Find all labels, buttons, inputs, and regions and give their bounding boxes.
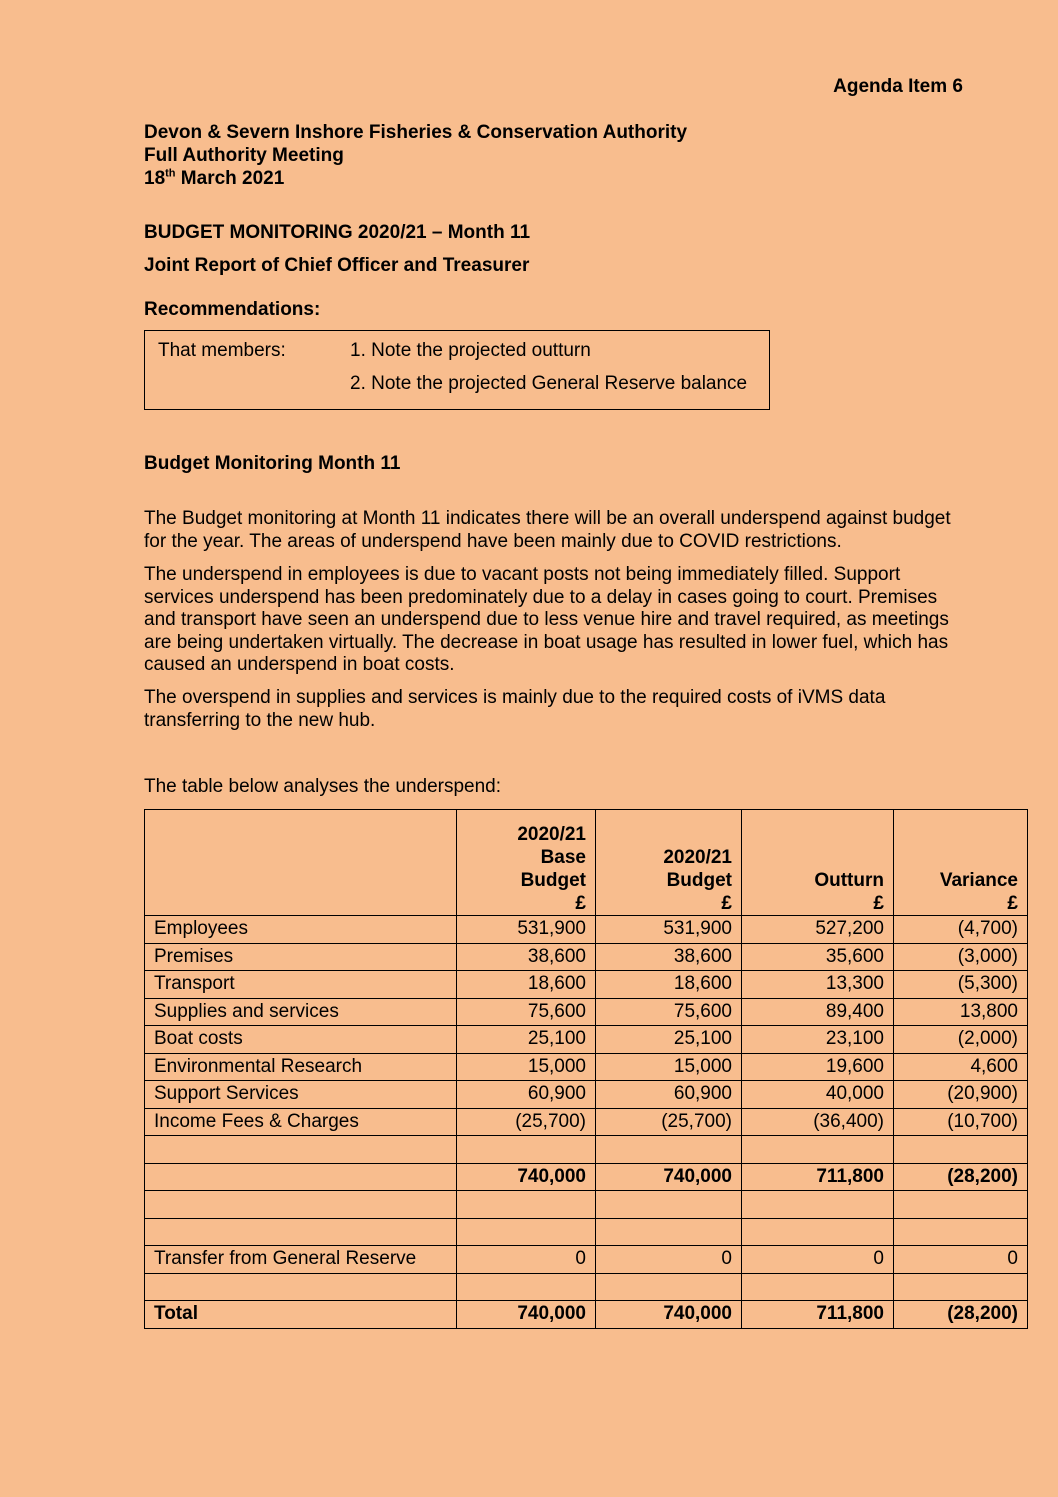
header-line: 2020/21 (663, 847, 732, 868)
table-row-blank (145, 1273, 1028, 1301)
table-cell-label: Supplies and services (145, 998, 457, 1026)
meeting-name: Full Authority Meeting (144, 145, 344, 166)
table-row (145, 1053, 1028, 1081)
header-line: £ (1007, 893, 1018, 914)
table-cell: 527,200 (742, 916, 894, 944)
table-row (145, 1081, 1028, 1109)
table-row-transfer (145, 1246, 1028, 1274)
table-row-blank (145, 1218, 1028, 1246)
table-row (145, 998, 1028, 1026)
header-line: 2020/21 (517, 824, 586, 845)
table-row (145, 916, 1028, 944)
report-title: BUDGET MONITORING 2020/21 – Month 11 (144, 222, 531, 243)
table-cell: 13,800 (894, 998, 1028, 1026)
table-cell: 38,600 (457, 943, 596, 971)
budget-table (144, 809, 1028, 1329)
table-cell-label: Income Fees & Charges (145, 1108, 457, 1136)
recommendation-item: 1. Note the projected outturn (350, 340, 591, 361)
table-cell: (20,900) (894, 1081, 1028, 1109)
table-body (145, 916, 1028, 1136)
table-cell-label: Transport (145, 971, 457, 999)
report-subtitle: Joint Report of Chief Officer and Treasurer (144, 255, 530, 276)
table-cell: 18,600 (596, 971, 742, 999)
table-cell-label: Employees (145, 916, 457, 944)
table-cell: 19,600 (742, 1053, 894, 1081)
table-cell: (10,700) (894, 1108, 1028, 1136)
table-cell: (2,000) (894, 1026, 1028, 1054)
table-cell: (28,200) (894, 1163, 1028, 1191)
table-cell: 75,600 (457, 998, 596, 1026)
table-cell: 60,900 (457, 1081, 596, 1109)
table-intro: The table below analyses the underspend: (144, 776, 502, 797)
header-variance (894, 810, 1028, 916)
table-row (145, 971, 1028, 999)
subtotal-label-cell (145, 1163, 457, 1191)
date-rest: March 2021 (175, 168, 285, 189)
table-cell: (25,700) (596, 1108, 742, 1136)
paragraph: The Budget monitoring at Month 11 indicates there will be an overall underspend against budget for the year. The areas of underspend have been mainly due to COVID restrictions. (144, 508, 951, 552)
header-budget (596, 810, 742, 916)
recommendation-item: 2. Note the projected General Reserve balance (350, 373, 748, 394)
table-row-total (145, 1301, 1028, 1329)
table-row-blank (145, 1191, 1028, 1219)
table-cell: 23,100 (742, 1026, 894, 1054)
date-day: 18 (144, 168, 166, 189)
header-line: £ (575, 893, 586, 914)
table-cell: 89,400 (742, 998, 894, 1026)
table-row (145, 1108, 1028, 1136)
table-cell: 75,600 (596, 998, 742, 1026)
table-cell: 15,000 (457, 1053, 596, 1081)
header-outturn (742, 810, 894, 916)
header-base-budget (457, 810, 596, 916)
paragraph: The overspend in supplies and services is mainly due to the required costs of iVMS data transferring to the new hub. (144, 687, 886, 731)
table-cell: 15,000 (596, 1053, 742, 1081)
table-cell: 0 (742, 1246, 894, 1274)
table-cell: 35,600 (742, 943, 894, 971)
table-cell-label: Environmental Research (145, 1053, 457, 1081)
table-cell-label: Boat costs (145, 1026, 457, 1054)
header-line: Base (540, 847, 586, 868)
header-line: Variance (939, 870, 1018, 891)
table-cell: 531,900 (596, 916, 742, 944)
table-cell-label: Premises (145, 943, 457, 971)
paragraph: The underspend in employees is due to vacant posts not being immediately filled. Support services underspend has been predominately due to a delay in cases going to court. Premises and transport have seen an underspend due to less venue hire and travel required, as meetings are being undertaken virtually. The decrease in boat usage has resulted in lower fuel, which has caused an underspend in boat costs. (144, 564, 949, 675)
table-row-blank (145, 1136, 1028, 1164)
table-cell: 25,100 (596, 1026, 742, 1054)
header-line: Budget (666, 870, 732, 891)
table-cell: 4,600 (894, 1053, 1028, 1081)
recommendations-label: That members: (158, 340, 286, 361)
table-cell: 0 (596, 1246, 742, 1274)
document-header (144, 121, 687, 190)
table-cell: 38,600 (596, 943, 742, 971)
table-cell: 711,800 (742, 1301, 894, 1329)
table-cell: (36,400) (742, 1108, 894, 1136)
recommendations-box (144, 330, 770, 410)
section-heading: Budget Monitoring Month 11 (144, 453, 401, 474)
table-cell: 25,100 (457, 1026, 596, 1054)
date-suffix: th (165, 167, 176, 180)
table-cell: (25,700) (457, 1108, 596, 1136)
header-cell-blank (145, 810, 457, 916)
table-cell: (28,200) (894, 1301, 1028, 1329)
table-cell: 740,000 (596, 1301, 742, 1329)
header-line: Outturn (814, 870, 884, 891)
recommendations-heading: Recommendations: (144, 299, 321, 320)
table-cell: 13,300 (742, 971, 894, 999)
organisation-name: Devon & Severn Inshore Fisheries & Conservation Authority (144, 122, 688, 143)
table-cell-label: Total (145, 1301, 457, 1329)
table-row-subtotal (145, 1163, 1028, 1191)
table-cell: (4,700) (894, 916, 1028, 944)
table-cell: 0 (457, 1246, 596, 1274)
table-cell: 18,600 (457, 971, 596, 999)
table-cell-label: Support Services (145, 1081, 457, 1109)
header-line: £ (721, 893, 732, 914)
table-cell-label: Transfer from General Reserve (145, 1246, 457, 1274)
table-cell: 531,900 (457, 916, 596, 944)
table-cell: 60,900 (596, 1081, 742, 1109)
table-header-row (145, 810, 1028, 916)
agenda-item: Agenda Item 6 (833, 76, 963, 97)
table-cell: 740,000 (596, 1163, 742, 1191)
table-cell: 740,000 (457, 1301, 596, 1329)
header-line: Budget (520, 870, 586, 891)
table-row (145, 1026, 1028, 1054)
header-line: £ (873, 893, 884, 914)
table-cell: 0 (894, 1246, 1028, 1274)
meeting-date (144, 167, 687, 190)
table-cell: 740,000 (457, 1163, 596, 1191)
table-row (145, 943, 1028, 971)
table-cell: (5,300) (894, 971, 1028, 999)
table-cell: (3,000) (894, 943, 1028, 971)
table-cell: 40,000 (742, 1081, 894, 1109)
table-cell: 711,800 (742, 1163, 894, 1191)
